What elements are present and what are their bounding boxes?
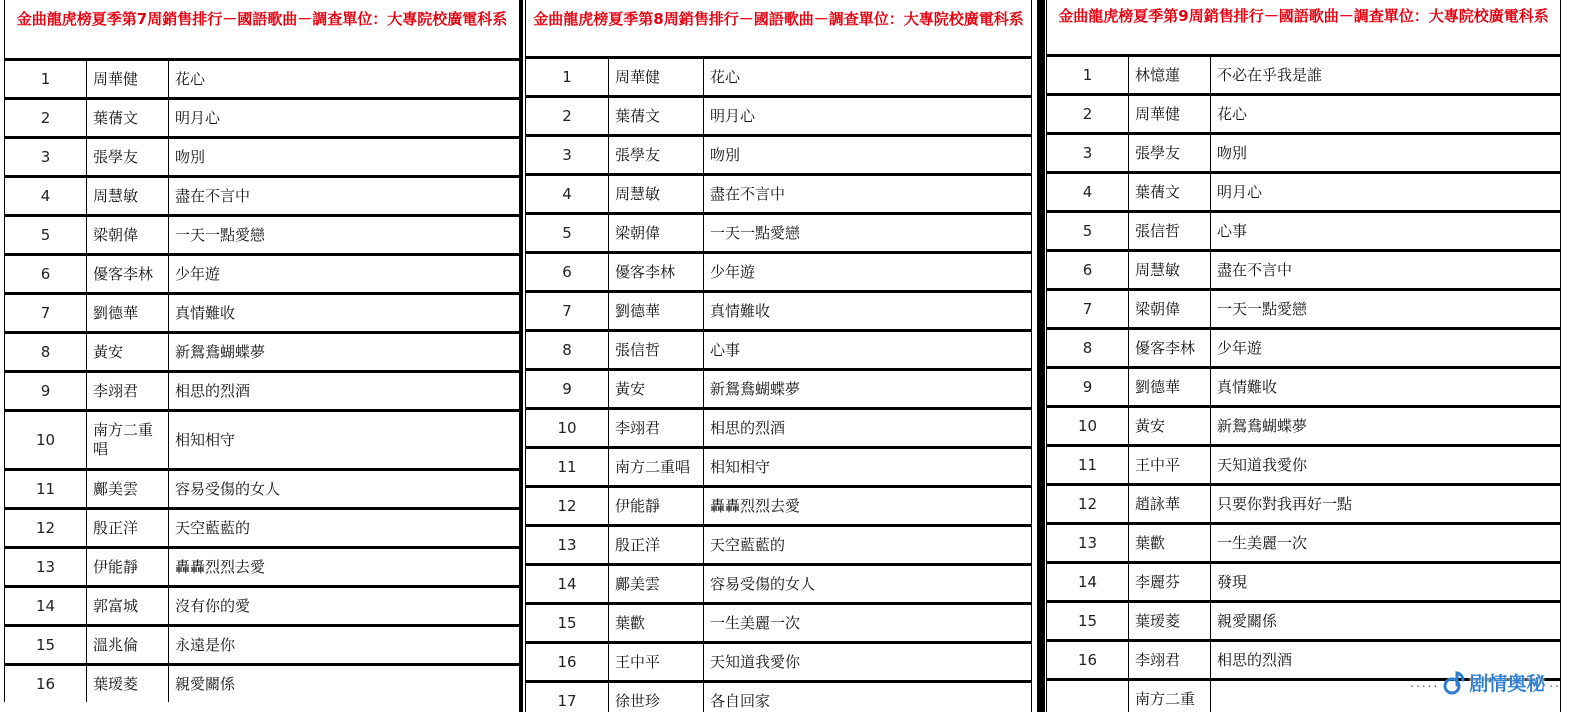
artist-cell: 周慧敏 (87, 177, 169, 216)
rank-cell: 14 (1047, 563, 1129, 602)
table-row (5, 216, 520, 255)
song-cell: 一天一點愛戀 (704, 214, 1032, 253)
song-cell: 真情難收 (1211, 368, 1561, 407)
rank-cell: 8 (1047, 329, 1129, 368)
rank-cell: 6 (526, 253, 609, 292)
artist-cell: 葉歡 (1129, 524, 1211, 563)
week-8-ranking-table (525, 56, 1032, 712)
rank-cell: 16 (5, 665, 87, 703)
song-cell: 新鴛鴦蝴蝶夢 (1211, 407, 1561, 446)
week-9-ranking-table (1046, 54, 1561, 712)
artist-cell: 張學友 (1129, 134, 1211, 173)
rank-cell: 1 (526, 58, 609, 97)
rank-cell: 12 (1047, 485, 1129, 524)
table-row (1047, 212, 1561, 251)
week-9-chart-title: 金曲龍虎榜夏季第9周銷售排行－國語歌曲－調查單位：大專院校廣電科系 (1046, 0, 1561, 54)
rank-cell: 9 (5, 372, 87, 411)
table-row (526, 643, 1032, 682)
rank-cell: 12 (5, 509, 87, 548)
week-7-ranking-table (4, 58, 520, 702)
artist-cell: 黃安 (609, 370, 704, 409)
rank-cell: 8 (526, 331, 609, 370)
week-7-chart-panel (4, 0, 520, 712)
song-cell: 天知道我愛你 (1211, 446, 1561, 485)
song-cell: 少年遊 (169, 255, 520, 294)
artist-cell: 黃安 (1129, 407, 1211, 446)
song-cell: 只要你對我再好一點 (1211, 485, 1561, 524)
song-cell: 一天一點愛戀 (1211, 290, 1561, 329)
table-row (1047, 290, 1561, 329)
table-row (5, 60, 520, 99)
artist-cell: 王中平 (1129, 446, 1211, 485)
table-row (5, 548, 520, 587)
watermark-text: 剧情奥秘 (1469, 673, 1546, 695)
table-row (5, 255, 520, 294)
artist-cell: 王中平 (609, 643, 704, 682)
artist-cell: 黃安 (87, 333, 169, 372)
artist-cell: 張信哲 (609, 331, 704, 370)
artist-cell: 優客李林 (1129, 329, 1211, 368)
table-row (5, 587, 520, 626)
artist-cell: 周華健 (609, 58, 704, 97)
rank-cell: 3 (5, 138, 87, 177)
rank-cell: 3 (526, 136, 609, 175)
table-row (1047, 95, 1561, 134)
artist-cell: 南方二重唱 (87, 411, 169, 470)
artist-cell: 優客李林 (87, 255, 169, 294)
song-cell: 花心 (1211, 95, 1561, 134)
artist-cell: 張學友 (87, 138, 169, 177)
rank-cell: 7 (526, 292, 609, 331)
song-cell: 花心 (704, 58, 1032, 97)
table-row (1047, 134, 1561, 173)
song-cell: 心事 (704, 331, 1032, 370)
table-row (5, 138, 520, 177)
song-cell: 吻別 (1211, 134, 1561, 173)
rank-cell: 15 (526, 604, 609, 643)
rank-cell: 17 (526, 682, 609, 712)
table-row (526, 58, 1032, 97)
artist-cell: 優客李林 (609, 253, 704, 292)
artist-cell: 劉德華 (609, 292, 704, 331)
table-row (526, 175, 1032, 214)
song-cell: 少年遊 (704, 253, 1032, 292)
song-cell: 少年遊 (1211, 329, 1561, 368)
song-cell: 相思的烈酒 (169, 372, 520, 411)
table-row (1047, 173, 1561, 212)
song-cell: 不必在乎我是誰 (1211, 56, 1561, 95)
song-cell: 相思的烈酒 (704, 409, 1032, 448)
rank-cell: 13 (1047, 524, 1129, 563)
song-cell: 沒有你的愛 (169, 587, 520, 626)
artist-cell: 周慧敏 (609, 175, 704, 214)
song-cell: 明月心 (1211, 173, 1561, 212)
rank-cell: 9 (526, 370, 609, 409)
artist-cell: 伊能靜 (609, 487, 704, 526)
watermark-dots: .. (1549, 675, 1561, 690)
song-cell: 天空藍藍的 (704, 526, 1032, 565)
table-row (1047, 563, 1561, 602)
song-cell: 真情難收 (704, 292, 1032, 331)
table-row (526, 682, 1032, 712)
rank-cell: 13 (5, 548, 87, 587)
song-cell: 盡在不言中 (169, 177, 520, 216)
rank-cell: 15 (1047, 602, 1129, 641)
table-row (526, 370, 1032, 409)
song-cell: 相思的烈酒 (1211, 641, 1561, 680)
artist-cell: 劉德華 (1129, 368, 1211, 407)
table-row (526, 253, 1032, 292)
rank-cell: 10 (5, 411, 87, 470)
song-cell: 親愛關係 (169, 665, 520, 703)
song-cell: 新鴛鴦蝴蝶夢 (169, 333, 520, 372)
rank-cell: 16 (1047, 641, 1129, 680)
song-cell: 相知相守 (704, 448, 1032, 487)
rank-cell: 2 (1047, 95, 1129, 134)
artist-cell: 劉德華 (87, 294, 169, 333)
rank-cell: 2 (5, 99, 87, 138)
song-cell: 真情難收 (169, 294, 520, 333)
table-row (1047, 368, 1561, 407)
song-cell: 親愛關係 (1211, 602, 1561, 641)
table-row (5, 333, 520, 372)
table-row (5, 177, 520, 216)
table-row (5, 665, 520, 703)
rank-cell: 6 (5, 255, 87, 294)
rank-cell: 5 (1047, 212, 1129, 251)
rank-cell: 4 (1047, 173, 1129, 212)
artist-cell: 南方二重唱 (609, 448, 704, 487)
rank-cell: 6 (1047, 251, 1129, 290)
table-row (1047, 485, 1561, 524)
artist-cell: 張學友 (609, 136, 704, 175)
table-row (526, 214, 1032, 253)
rank-cell (1047, 680, 1129, 712)
table-row (5, 99, 520, 138)
song-cell: 永遠是你 (169, 626, 520, 665)
song-cell: 一天一點愛戀 (169, 216, 520, 255)
rank-cell: 11 (1047, 446, 1129, 485)
artist-cell: 殷正洋 (87, 509, 169, 548)
week-7-chart-title: 金曲龍虎榜夏季第7周銷售排行－國語歌曲－調查單位：大專院校廣電科系 (4, 0, 520, 58)
artist-cell: 張信哲 (1129, 212, 1211, 251)
table-row (526, 487, 1032, 526)
table-row (5, 509, 520, 548)
song-cell: 相知相守 (169, 411, 520, 470)
rank-cell: 1 (5, 60, 87, 99)
song-cell: 明月心 (704, 97, 1032, 136)
rank-cell: 11 (5, 470, 87, 509)
rank-cell: 9 (1047, 368, 1129, 407)
table-row (1047, 56, 1561, 95)
artist-cell: 周華健 (1129, 95, 1211, 134)
artist-cell: 鄺美雲 (609, 565, 704, 604)
rank-cell: 3 (1047, 134, 1129, 173)
rank-cell: 15 (5, 626, 87, 665)
song-cell: 明月心 (169, 99, 520, 138)
table-row (5, 470, 520, 509)
song-cell: 天知道我愛你 (704, 643, 1032, 682)
artist-cell: 葉蒨文 (1129, 173, 1211, 212)
table-row (5, 626, 520, 665)
table-row (1047, 251, 1561, 290)
artist-cell: 伊能靜 (87, 548, 169, 587)
artist-cell: 鄺美雲 (87, 470, 169, 509)
song-cell: 心事 (1211, 212, 1561, 251)
artist-cell: 梁朝偉 (609, 214, 704, 253)
artist-cell: 葉瑷菱 (87, 665, 169, 703)
song-cell: 吻別 (169, 138, 520, 177)
rank-cell: 4 (5, 177, 87, 216)
artist-cell: 李麗芬 (1129, 563, 1211, 602)
artist-cell: 梁朝偉 (1129, 290, 1211, 329)
song-cell: 盡在不言中 (1211, 251, 1561, 290)
rank-cell: 13 (526, 526, 609, 565)
artist-cell: 周慧敏 (1129, 251, 1211, 290)
rank-cell: 14 (5, 587, 87, 626)
table-row (526, 526, 1032, 565)
rank-cell: 12 (526, 487, 609, 526)
artist-cell: 殷正洋 (609, 526, 704, 565)
song-cell: 一生美麗一次 (704, 604, 1032, 643)
table-row (1047, 524, 1561, 563)
song-cell: 一生美麗一次 (1211, 524, 1561, 563)
site-watermark (1410, 669, 1561, 696)
rank-cell: 7 (1047, 290, 1129, 329)
song-cell: 新鴛鴦蝴蝶夢 (704, 370, 1032, 409)
table-row (5, 411, 520, 470)
artist-cell: 南方二重 (1129, 680, 1211, 712)
song-cell: 花心 (169, 60, 520, 99)
table-row (1047, 407, 1561, 446)
table-row (526, 565, 1032, 604)
song-cell: 發現 (1211, 563, 1561, 602)
song-cell: 轟轟烈烈去愛 (704, 487, 1032, 526)
rank-cell: 16 (526, 643, 609, 682)
rank-cell: 4 (526, 175, 609, 214)
artist-cell: 郭富城 (87, 587, 169, 626)
table-row (526, 97, 1032, 136)
song-cell: 轟轟烈烈去愛 (169, 548, 520, 587)
table-row (526, 448, 1032, 487)
rank-cell: 8 (5, 333, 87, 372)
panel-divider (519, 0, 523, 712)
table-row (526, 136, 1032, 175)
table-row (1047, 329, 1561, 368)
artist-cell: 林憶蓮 (1129, 56, 1211, 95)
rank-cell: 5 (526, 214, 609, 253)
table-row (526, 331, 1032, 370)
artist-cell: 梁朝偉 (87, 216, 169, 255)
table-row (1047, 602, 1561, 641)
week-8-chart-title: 金曲龍虎榜夏季第8周銷售排行－國語歌曲－調查單位：大專院校廣電科系 (525, 0, 1032, 56)
music-note-logo-icon (1443, 671, 1465, 695)
artist-cell: 李翊君 (87, 372, 169, 411)
rank-cell: 14 (526, 565, 609, 604)
week-8-chart-panel (525, 0, 1032, 712)
table-row (526, 604, 1032, 643)
artist-cell: 葉歡 (609, 604, 704, 643)
table-row (1047, 446, 1561, 485)
artist-cell: 徐世珍 (609, 682, 704, 712)
artist-cell: 周華健 (87, 60, 169, 99)
rank-cell: 11 (526, 448, 609, 487)
artist-cell: 葉蒨文 (609, 97, 704, 136)
artist-cell: 李翊君 (1129, 641, 1211, 680)
song-cell: 盡在不言中 (704, 175, 1032, 214)
rank-cell: 7 (5, 294, 87, 333)
watermark-dots: ..... (1410, 675, 1440, 690)
table-row (5, 294, 520, 333)
song-cell: 天空藍藍的 (169, 509, 520, 548)
artist-cell: 趙詠華 (1129, 485, 1211, 524)
artist-cell: 葉蒨文 (87, 99, 169, 138)
table-row (5, 372, 520, 411)
artist-cell: 李翊君 (609, 409, 704, 448)
panel-divider (1037, 0, 1045, 712)
rank-cell: 1 (1047, 56, 1129, 95)
song-cell: 吻別 (704, 136, 1032, 175)
table-row (526, 292, 1032, 331)
song-cell: 各自回家 (704, 682, 1032, 712)
artist-cell: 葉瑷菱 (1129, 602, 1211, 641)
rank-cell: 2 (526, 97, 609, 136)
song-cell: 容易受傷的女人 (169, 470, 520, 509)
rank-cell: 10 (526, 409, 609, 448)
table-row (526, 409, 1032, 448)
week-9-chart-panel (1046, 0, 1561, 712)
rank-cell: 5 (5, 216, 87, 255)
song-cell: 容易受傷的女人 (704, 565, 1032, 604)
artist-cell: 溫兆倫 (87, 626, 169, 665)
rank-cell: 10 (1047, 407, 1129, 446)
